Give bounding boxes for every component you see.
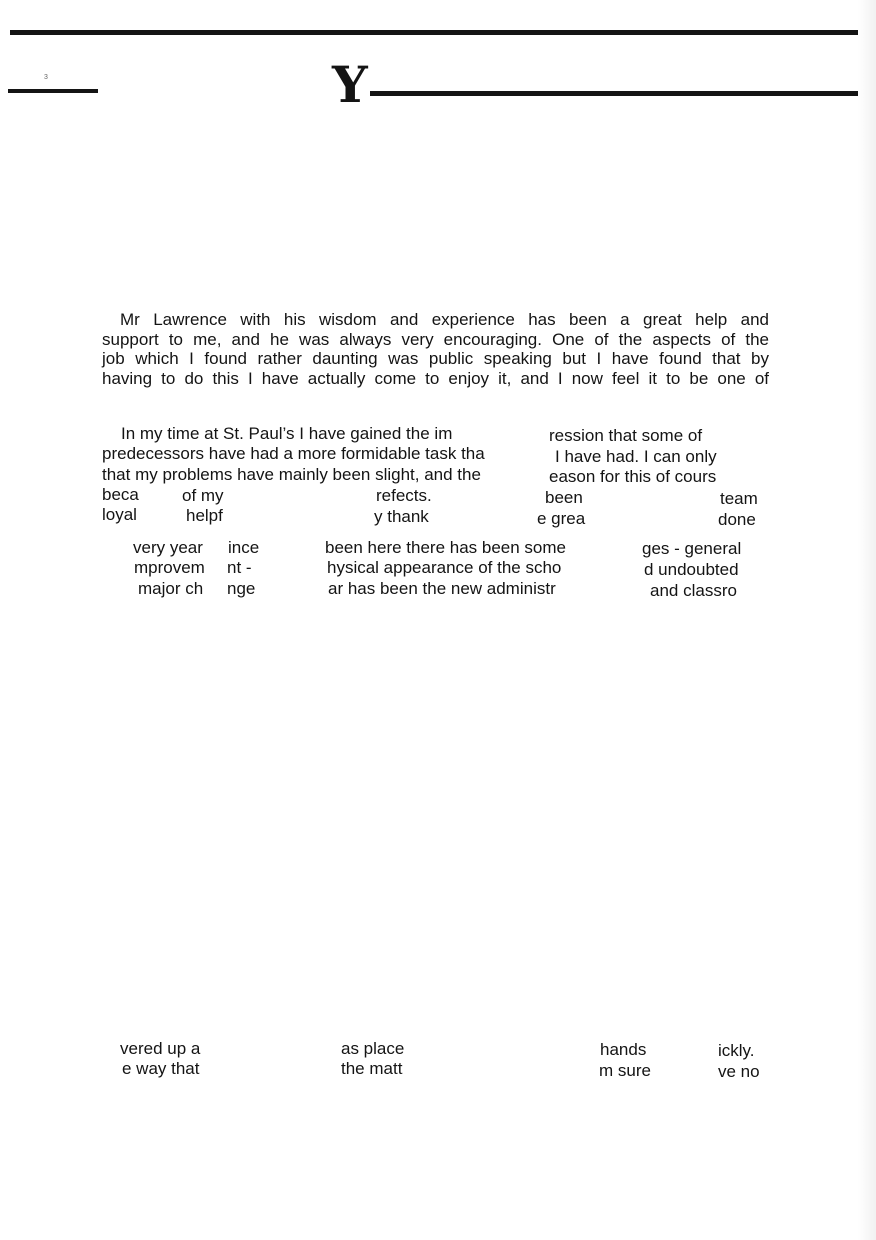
paragraph-3-col-4-line: ges - general [642, 539, 742, 558]
paragraph-2-row-4-word: team [720, 489, 758, 508]
paragraph-4-col-1-line: vered up a [120, 1039, 201, 1058]
paragraph-1-line-1: Mr Lawrence with his wisdom and experience has been a great help and [120, 310, 769, 329]
paragraph-2-line-3: that my problems have mainly been slight, and the [102, 465, 481, 484]
paragraph-1-line-3: job which I found rather daunting was public speaking but I have found that by [102, 349, 769, 368]
paragraph-4-col-1-line: e way that [122, 1059, 200, 1078]
paragraph-4-col-3-line: hands [600, 1040, 647, 1059]
paragraph-1-line-4: having to do this I have actually come to enjoy it, and I now feel it to be one of [102, 368, 769, 388]
paragraph-1-line-2: support to me, and he was always very encouraging. One of the aspects of the [102, 329, 769, 349]
paragraph-2-row-5-word: loyal [102, 505, 137, 524]
paragraph-2-row-4-word: of my [182, 486, 224, 505]
paragraph-2-row-5-word: helpf [186, 506, 223, 525]
paragraph-4-col-2-line: as place [341, 1039, 405, 1058]
header-left-rule [8, 89, 98, 93]
paragraph-4-col-4-line: ickly. [718, 1041, 755, 1060]
paragraph-2-row-5-word: y thank [374, 507, 429, 526]
paragraph-3-col-1-line: mprovem [134, 558, 205, 577]
page-mark: 3 [44, 74, 48, 81]
paragraph-1 [102, 310, 769, 388]
paragraph-3-col-4-line: d undoubted [644, 560, 739, 579]
paragraph-4-col-4-line: ve no [718, 1062, 760, 1081]
paragraph-2-line-1-right: ression that some of [549, 426, 703, 445]
paragraph-2-row-4-word: been [545, 488, 583, 507]
paragraph-2-row-5-word: done [718, 510, 756, 529]
top-rule [10, 30, 858, 35]
paragraph-2-row-4-word: beca [102, 485, 139, 504]
paragraph-3-col-1-line: major ch [138, 579, 204, 598]
paragraph-3-col-2-line: nt - [227, 558, 252, 577]
paragraph-2-line-3-right: eason for this of cours [549, 467, 717, 486]
paragraph-2-line-2: predecessors have had a more formidable task tha [102, 444, 485, 463]
paragraph-3-col-2-line: ince [228, 538, 260, 557]
paragraph-4-col-2-line: the matt [341, 1059, 403, 1078]
paragraph-2-row-4-word: refects. [376, 486, 432, 505]
paragraph-2-line-2-right: I have had. I can only [555, 447, 717, 466]
paragraph-3-col-3-line: ar has been the new administr [328, 579, 556, 598]
paragraph-4-col-3-line: m sure [599, 1061, 651, 1080]
paragraph-2-row-5-word: e grea [537, 509, 586, 528]
paragraph-3-col-2-line: nge [227, 579, 256, 598]
page-edge-shadow [858, 0, 876, 1240]
paragraph-3-col-3-line: hysical appearance of the scho [327, 558, 562, 577]
paragraph-2-line-1: In my time at St. Paul’s I have gained the im [121, 424, 453, 443]
paragraph-3-col-4-line: and classro [650, 581, 737, 600]
header-right-rule [370, 91, 858, 96]
header-letter: Y [332, 55, 368, 114]
paragraph-3-col-3-line: been here there has been some [325, 538, 567, 557]
paragraph-3-col-1-line: very year [133, 538, 203, 557]
